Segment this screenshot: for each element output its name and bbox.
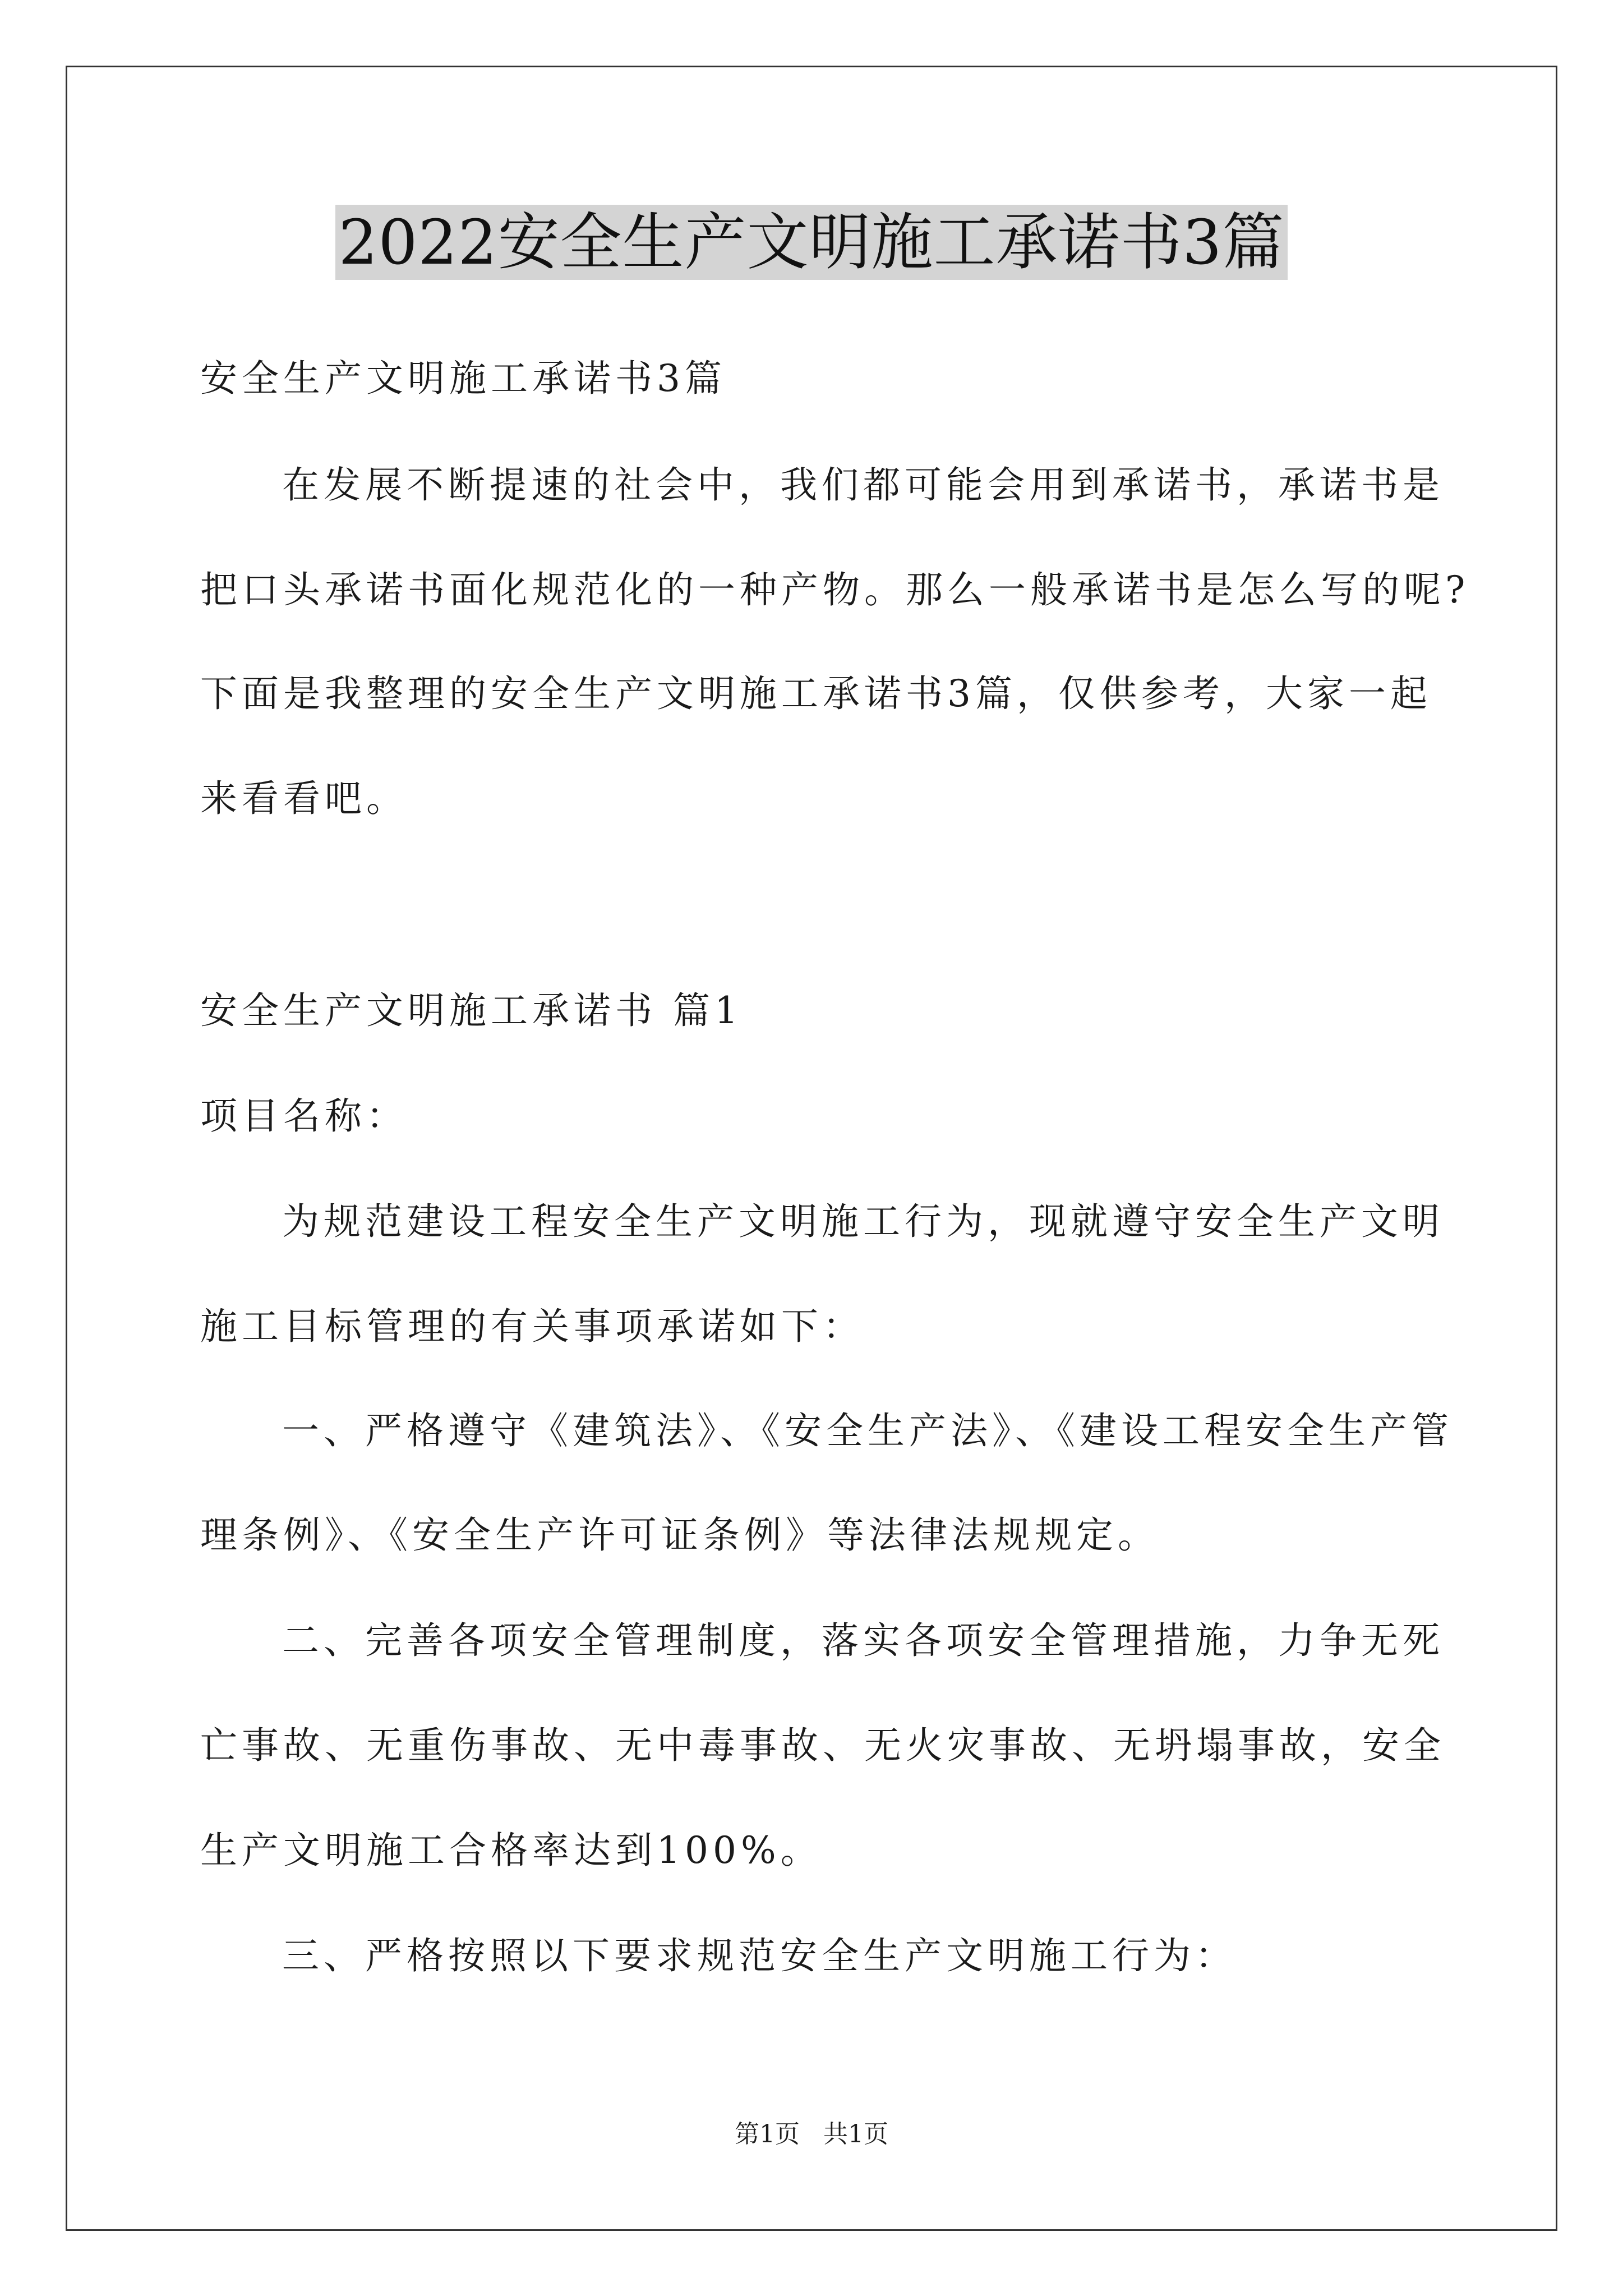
section-heading: 安全生产文明施工承诺书 篇1 <box>200 989 743 1032</box>
paragraph-line: 下面是我整理的安全生产文明施工承诺书3篇，仅供参考，大家一起 <box>200 672 1432 715</box>
paragraph-line: 来看看吧。 <box>200 777 408 820</box>
page-footer: 第1页 共1页 <box>735 2120 888 2148</box>
title-container <box>0 205 1623 280</box>
paragraph-line: 在发展不断提速的社会中，我们都可能会用到承诺书，承诺书是 <box>282 463 1444 507</box>
document-title: 2022安全生产文明施工承诺书3篇 <box>335 205 1288 280</box>
subtitle-line: 安全生产文明施工承诺书3篇 <box>200 357 726 400</box>
paragraph-line: 生产文明施工合格率达到100%。 <box>200 1829 822 1872</box>
paragraph-line: 亡事故、无重伤事故、无中毒事故、无火灾事故、无坍塌事故，安全 <box>200 1724 1445 1767</box>
paragraph-line: 三、严格按照以下要求规范安全生产文明施工行为： <box>282 1934 1237 1977</box>
paragraph-line: 一、严格遵守《建筑法》、《安全生产法》、《建设工程安全生产管 <box>282 1409 1453 1452</box>
paragraph-line: 为规范建设工程安全生产文明施工行为，现就遵守安全生产文明 <box>282 1200 1444 1243</box>
paragraph-line: 把口头承诺书面化规范化的一种产物。那么一般承诺书是怎么写的呢? <box>200 568 1470 611</box>
paragraph-line: 项目名称： <box>200 1094 408 1138</box>
paragraph-line: 二、完善各项安全管理制度，落实各项安全管理措施，力争无死 <box>282 1619 1444 1662</box>
paragraph-line: 理条例》、《安全生产许可证条例》等法律法规规定。 <box>200 1513 1159 1557</box>
paragraph-line: 施工目标管理的有关事项承诺如下： <box>200 1305 864 1348</box>
